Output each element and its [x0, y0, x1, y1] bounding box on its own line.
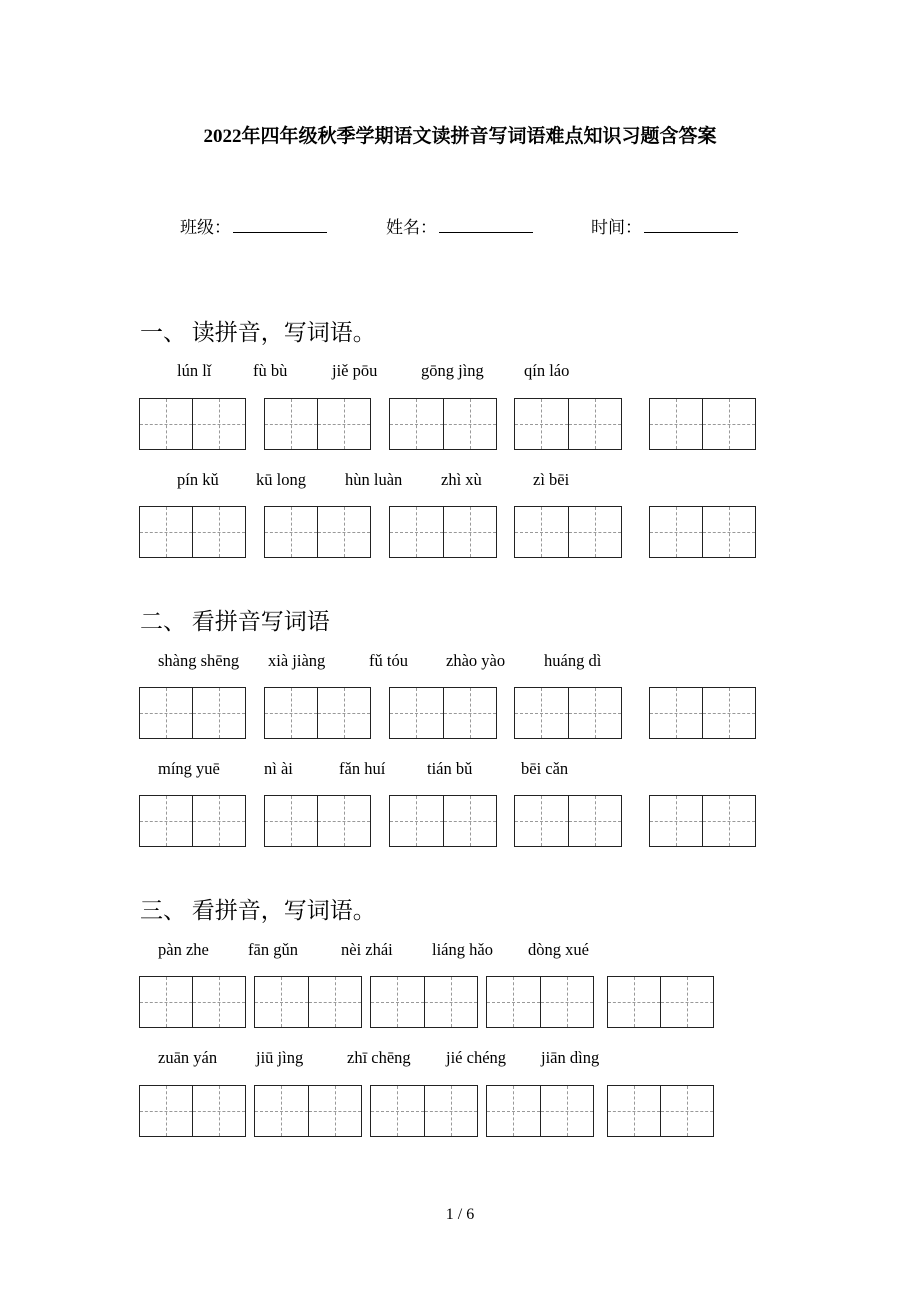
section-3-heading: 三、 看拼音，写词语。 — [140, 898, 376, 923]
writing-grid[interactable] — [486, 1085, 594, 1137]
writing-grid[interactable] — [370, 1085, 478, 1137]
class-field — [180, 213, 327, 238]
writing-grid[interactable] — [264, 398, 371, 450]
writing-grid[interactable] — [139, 398, 246, 450]
writing-grid[interactable] — [486, 976, 594, 1028]
writing-grid[interactable] — [649, 795, 756, 847]
name-label: 姓名： — [386, 218, 437, 237]
pinyin-label: míng yuē — [158, 759, 220, 778]
writing-grid[interactable] — [139, 506, 246, 558]
pinyin-label: jié chéng — [446, 1048, 507, 1067]
pinyin-label: shàng shēng — [158, 651, 240, 670]
writing-grid[interactable] — [389, 506, 497, 558]
pinyin-label: zhī chēng — [347, 1048, 411, 1067]
writing-grid[interactable] — [139, 795, 246, 847]
page-number: 1 / 6 — [445, 1206, 475, 1223]
pinyin-label: liáng hǎo — [432, 940, 493, 959]
time-blank[interactable] — [644, 218, 738, 233]
name-field — [386, 213, 533, 238]
pinyin-label: fān gǔn — [248, 940, 298, 959]
writing-grid[interactable] — [389, 398, 497, 450]
writing-grid[interactable] — [514, 398, 622, 450]
writing-grid[interactable] — [264, 506, 371, 558]
time-field — [591, 213, 738, 238]
pinyin-label: xià jiàng — [268, 651, 326, 670]
pinyin-label: nèi zhái — [341, 940, 393, 959]
pinyin-label: zhì xù — [441, 470, 482, 489]
pinyin-label: fù bù — [253, 361, 288, 380]
pinyin-label: kū long — [256, 470, 306, 489]
pinyin-label: fǎn huí — [339, 759, 386, 778]
writing-grid[interactable] — [139, 976, 246, 1028]
writing-grid[interactable] — [514, 795, 622, 847]
pinyin-label: fǔ tóu — [369, 651, 408, 670]
writing-grid[interactable] — [264, 795, 371, 847]
writing-grid[interactable] — [649, 506, 756, 558]
pinyin-label: jiū jìng — [256, 1048, 304, 1067]
class-label: 班级： — [180, 218, 231, 237]
pinyin-label: jiě pōu — [332, 361, 378, 380]
pinyin-label: dòng xué — [528, 940, 589, 959]
pinyin-label: zhào yào — [446, 651, 506, 670]
pinyin-label: huáng dì — [544, 651, 602, 670]
section-2-heading: 二、 看拼音写词语 — [140, 609, 330, 634]
writing-grid[interactable] — [389, 687, 497, 739]
writing-grid[interactable] — [139, 1085, 246, 1137]
writing-grid[interactable] — [254, 1085, 362, 1137]
pinyin-label: tián bǔ — [427, 759, 473, 778]
pinyin-label: bēi cǎn — [521, 759, 569, 778]
writing-grid[interactable] — [254, 976, 362, 1028]
writing-grid[interactable] — [607, 1085, 714, 1137]
time-label: 时间： — [591, 218, 642, 237]
pinyin-label: zì bēi — [533, 470, 570, 489]
writing-grid[interactable] — [649, 687, 756, 739]
class-blank[interactable] — [233, 218, 327, 233]
writing-grid[interactable] — [139, 687, 246, 739]
pinyin-label: jiān dìng — [541, 1048, 600, 1067]
document-title: 2022年四年级秋季学期语文读拼音写词语难点知识习题含答案 — [203, 126, 717, 147]
writing-grid[interactable] — [607, 976, 714, 1028]
pinyin-label: zuān yán — [158, 1048, 218, 1067]
pinyin-label: gōng jìng — [421, 361, 484, 380]
pinyin-label: hùn luàn — [345, 470, 403, 489]
pinyin-label: nì ài — [264, 759, 293, 778]
writing-grid[interactable] — [514, 687, 622, 739]
writing-grid[interactable] — [264, 687, 371, 739]
writing-grid[interactable] — [389, 795, 497, 847]
name-blank[interactable] — [439, 218, 533, 233]
pinyin-label: qín láo — [524, 361, 570, 380]
writing-grid[interactable] — [514, 506, 622, 558]
writing-grid[interactable] — [370, 976, 478, 1028]
pinyin-label: pàn zhe — [158, 940, 209, 959]
writing-grid[interactable] — [649, 398, 756, 450]
pinyin-label: pín kǔ — [177, 470, 219, 489]
pinyin-label: lún lǐ — [177, 361, 212, 380]
section-1-heading: 一、 读拼音，写词语。 — [140, 320, 376, 345]
